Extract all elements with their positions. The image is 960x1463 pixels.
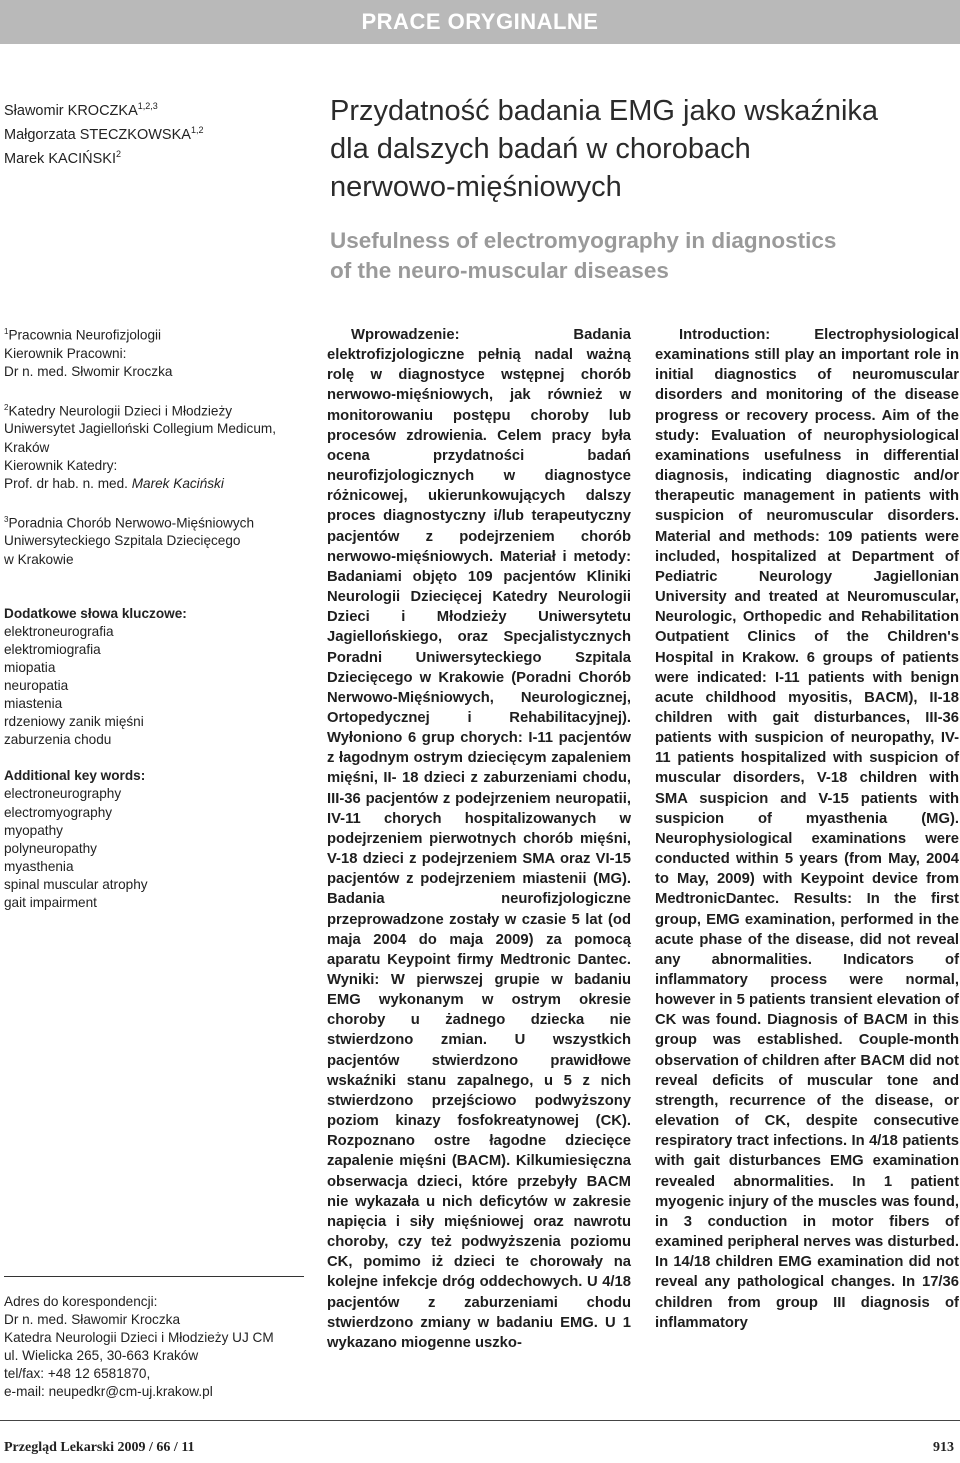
- keywords-pl-heading: Dodatkowe słowa kluczowe:: [4, 605, 187, 621]
- abstract-english-text: Introduction: Electrophysiological examinations still play an important role in initial diagnostics of neuromuscular disorders and monitoring of the disease progress or recovery process. Aim of the study: Evaluation of neurophysiological examinations usefulness in differential diagnosis, indicating diagnostic and/or therapeutic management in patients with suspicion of neuromuscular disorders. Material and methods: 109 patients were included, hospitalized at Department of Pediatric Neurology Jagiellonian University and treated at Neuromuscular, Neurologic, Orthopedic and Rehabilitation Outpatient Clinics of the Children's Hospital in Krakow. 6 groups of patients were indicated: I-11 patients with benign acute childhood myositis, BACM), II-18 children with gait disturbances, III-36 patients with suspicion of neuropathy, IV-11 patients hospitalized with suspicion of muscular disorders, V-18 children with SMA suspicion and V-15 patients with suspicion of myasthenia (MG). Neurophysiological examinations were conducted within 5 years (from May, 2004 to May, 2009) with Keypoint device from MedtronicDantec. Results: In the first group, EMG examination, performed in the acute phase of the disease, did not reveal any abnormalities. Indicators of inflammatory process were normal, however in 5 patients transient elevation of CK was found. Diagnosis of BACM in this group was established. Couple-month observation of children after BACM did not reveal deficits of muscular tone and strength, recurrence of the disease, or elevation of CK, despite consecutive respiratory tract infections. In 4/18 patients with gait disturbances EMG examination revealed abnormalities. In 1 patient myogenic injury of the muscles was found, in 3 conduction in motor fibers of examined peripheral nerves was disturbed. In 14/18 children EMG examination did not reveal any pathological changes. In 17/36 children from group III diagnosis of inflammatory: [655, 327, 959, 1331]
- author-affiliation-sup: 1,2: [190, 124, 204, 135]
- abstract-polish-text: Wprowadzenie: Badania elektrofizjologiczne pełnią nadal ważną rolę w diagnostyce wstępnej chorób nerwowo-mięśniowych, jak również w monitorowaniu postępu choroby lub procesów zdrowienia. Celem pracy była ocena przydatności badań neurofizjologicznych w diagnostyce różnicowej, ukierunkowujących dalszy proces diagnostyczny i/lub terapeutyczny pacjentów z podejrzeniem chorób nerwowo-mięśniowych. Materiał i metody: Badaniami objęto 109 pacjentów Kliniki Neurologii Dziecięcej Katedry Neurologii Dzieci i Młodzieży Uniwersytetu Jagiellońskiego, oraz Specjalistycznych Poradni Uniwersyteckiego Szpitala Dziecięcego w Krakowie (Poradni Chorób Nerwowo-Mięśniowych, Neurologicznej, Ortopedycznej i Rehabilitacyjnej). Wyłoniono 6 grup chorych: I-11 pacjentów z łagodnym ostrym dziecięcym zapaleniem mięśni, II- 18 dzieci z zaburzeniami chodu, III-36 pacjentów z podejrzeniem neuropatii, IV-11 chorych hospitalizowanych w podejrzeniem pierwotnych chorób mięśni, V-18 dzieci z podejrzeniem SMA oraz VI-15 pacjentów z podejrzeniem miastenii (MG). Badania neurofizjologiczne przeprowadzone zostały w czasie 5 lat (od maja 2004 do maja 2009) za pomocą aparatu Keypoint firmy Medtronic Dantec. Wyniki: W pierwszej grupie w badaniu EMG wykonanym w ostrym okresie choroby u żadnego dziecka nie stwierdzono zmian. U wszystkich pacjentów stwierdzono prawidłowe wskaźniki stanu zapalnego, u 5 z nich stwierdzono przejściowo podwyższony poziom kinazy fosfokreatynowej (CK). Rozpoznano ostre łagodne dziecięce zapalenie mięśni (BACM). Kilkumiesięczna obserwacja dzieci, które przebyły BACM nie wykazała u nich deficytów w zakresie napięcia i siły mięśniowej oraz nawrotu choroby, czy też podwyższenia poziomu CK, pomimo iż dzieci te chorowały na kolejne infekcje dróg oddechowych. U 4/18 pacjentów z zaburzeniami chodu stwierdzono zmiany w badaniu EMG. U 1 wykazano miogenne uszko-: [327, 327, 631, 1351]
- page-number: 913: [933, 1440, 954, 1455]
- title-line: Przydatność badania EMG jako wskaźnika: [330, 95, 879, 127]
- author-list: [4, 97, 314, 168]
- section-banner: [0, 0, 960, 44]
- author-name: Sławomir KROCZKA: [4, 102, 138, 119]
- author-1: [4, 97, 314, 121]
- subtitle-line: of the neuro-muscular diseases: [330, 258, 669, 283]
- correspondence-block: [4, 1276, 304, 1402]
- affiliation-sup: 3: [4, 514, 9, 524]
- correspondence-line: tel/fax: +48 12 6581870,: [4, 1366, 151, 1382]
- article-title: [330, 92, 950, 206]
- head-title: Prof. dr hab. n. med.: [4, 475, 132, 491]
- correspondence-line: Dr n. med. Sławomir Kroczka: [4, 1312, 181, 1328]
- affiliation-3-name: [4, 511, 304, 533]
- keyword-en: myasthenia: [4, 858, 74, 874]
- article-subtitle: [330, 226, 950, 286]
- affiliation-2-line: Kraków: [4, 439, 50, 455]
- title-line: nerwowo-mięśniowych: [330, 171, 622, 203]
- author-2: [4, 121, 314, 145]
- affiliation-sup: 1: [4, 327, 9, 336]
- abstract-polish: [327, 325, 631, 1353]
- author-3: [4, 145, 314, 169]
- keyword-pl: rdzeniowy zanik mięśni: [4, 714, 144, 730]
- head-name: Marek Kaciński: [131, 475, 224, 491]
- affiliations-sidebar: [4, 323, 304, 912]
- affiliation-1-name: [4, 323, 304, 345]
- banner-text: PRACE ORYGINALNE: [361, 9, 599, 34]
- affiliation-sup: 2: [4, 402, 9, 412]
- affiliation-text: Katedry Neurologii Dzieci i Młodzieży: [8, 403, 233, 419]
- affiliation-3-line: Uniwersyteckiego Szpitala Dziecięcego: [4, 533, 241, 549]
- author-name: Małgorzata STECZKOWSKA: [4, 126, 191, 143]
- author-affiliation-sup: 2: [116, 148, 122, 159]
- author-affiliation-sup: 1,2,3: [137, 101, 158, 111]
- correspondence-email: e-mail: neupedkr@cm-uj.krakow.pl: [4, 1384, 213, 1400]
- affiliation-2-name: [4, 399, 304, 421]
- affiliation-2-head: [4, 475, 304, 493]
- title-line: dla dalszych badań w chorobach: [330, 133, 751, 165]
- keyword-en: electromyography: [4, 804, 113, 820]
- keyword-en: myopathy: [4, 822, 63, 838]
- keyword-en: polyneuropathy: [4, 840, 97, 856]
- affiliation-3-line: w Krakowie: [4, 551, 74, 567]
- keyword-en: spinal muscular atrophy: [4, 876, 148, 892]
- abstract-english: [655, 325, 959, 1333]
- keyword-pl: miastenia: [4, 696, 63, 712]
- affiliation-1-head-label: Kierownik Pracowni:: [4, 345, 127, 361]
- keyword-pl: neuropatia: [4, 678, 69, 693]
- journal-citation: Przegląd Lekarski 2009 / 66 / 11: [4, 1440, 195, 1455]
- keyword-pl: zaburzenia chodu: [4, 732, 112, 748]
- affiliation-2-line: Uniwersytet Jagielloński Collegium Medicum,: [4, 421, 276, 437]
- correspondence-line: ul. Wielicka 265, 30-663 Kraków: [4, 1348, 199, 1364]
- subtitle-line: Usefulness of electromyography in diagnostics: [330, 228, 837, 253]
- correspondence-heading: Adres do korespondencji:: [4, 1294, 158, 1309]
- affiliation-1-head: Dr n. med. Słwomir Kroczka: [4, 363, 173, 379]
- keyword-pl: miopatia: [4, 659, 56, 675]
- correspondence-line: Katedra Neurologii Dzieci i Młodzieży UJ CM: [4, 1330, 274, 1346]
- author-name: Marek KACIŃSKI: [4, 150, 116, 167]
- keyword-pl: elektroneurografia: [4, 623, 114, 639]
- keyword-en: gait impairment: [4, 895, 97, 911]
- keywords-en-heading: Additional key words:: [4, 768, 146, 784]
- keyword-en: electroneurography: [4, 786, 122, 802]
- footer-divider: [0, 1420, 960, 1421]
- affiliation-text: Pracownia Neurofizjologii: [8, 327, 162, 343]
- affiliation-2-line: Kierownik Katedry:: [4, 457, 118, 473]
- affiliation-text: Poradnia Chorób Nerwowo-Mięśniowych: [8, 515, 255, 531]
- keyword-pl: elektromiografia: [4, 641, 101, 657]
